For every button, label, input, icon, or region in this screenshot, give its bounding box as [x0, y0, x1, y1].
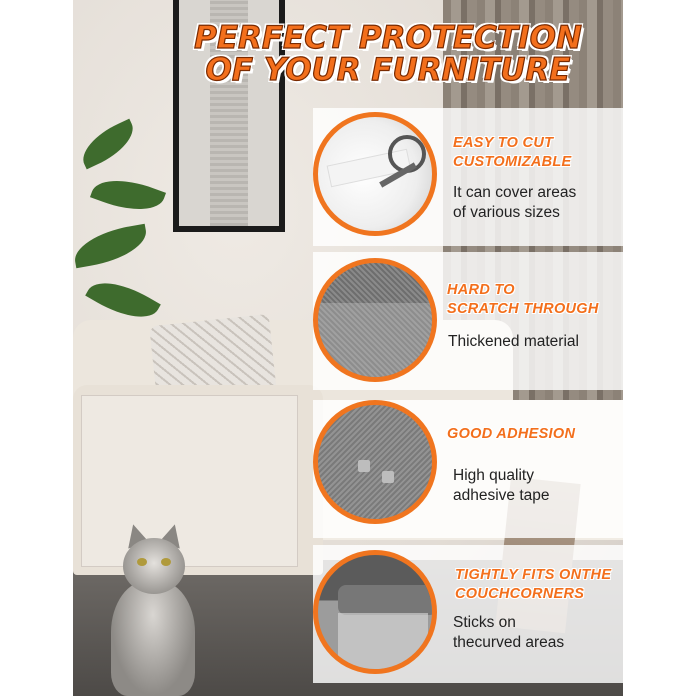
- feature-description-2: Thickened material: [448, 333, 579, 350]
- feature-description-1: It can cover areas of various sizes: [453, 184, 577, 221]
- fabric-photo-icon: [313, 258, 437, 382]
- couch-corner-photo-icon: [313, 550, 437, 674]
- product-image: [73, 0, 623, 696]
- feature-heading-2: HARD TO SCRATCH THROUGH: [447, 282, 599, 317]
- feature-description-4: Sticks on thecurved areas: [453, 614, 565, 651]
- feature-description-3: High quality adhesive tape: [453, 467, 550, 504]
- adhesive-photo-icon: [313, 400, 437, 524]
- feature-heading-4: TIGHTLY FITS ONTHE COUCHCORNERS: [455, 567, 612, 602]
- cat: [103, 520, 203, 696]
- feature-heading-1: EASY TO CUT CUSTOMIZABLE: [453, 135, 572, 170]
- title-line-1: PERFECT PROTECTION: [194, 20, 582, 56]
- feature-heading-3: GOOD ADHESION: [447, 426, 576, 442]
- title-line-2: OF YOUR FURNITURE: [205, 52, 571, 88]
- potted-plant: [73, 120, 163, 350]
- scissors-photo-icon: [313, 112, 437, 236]
